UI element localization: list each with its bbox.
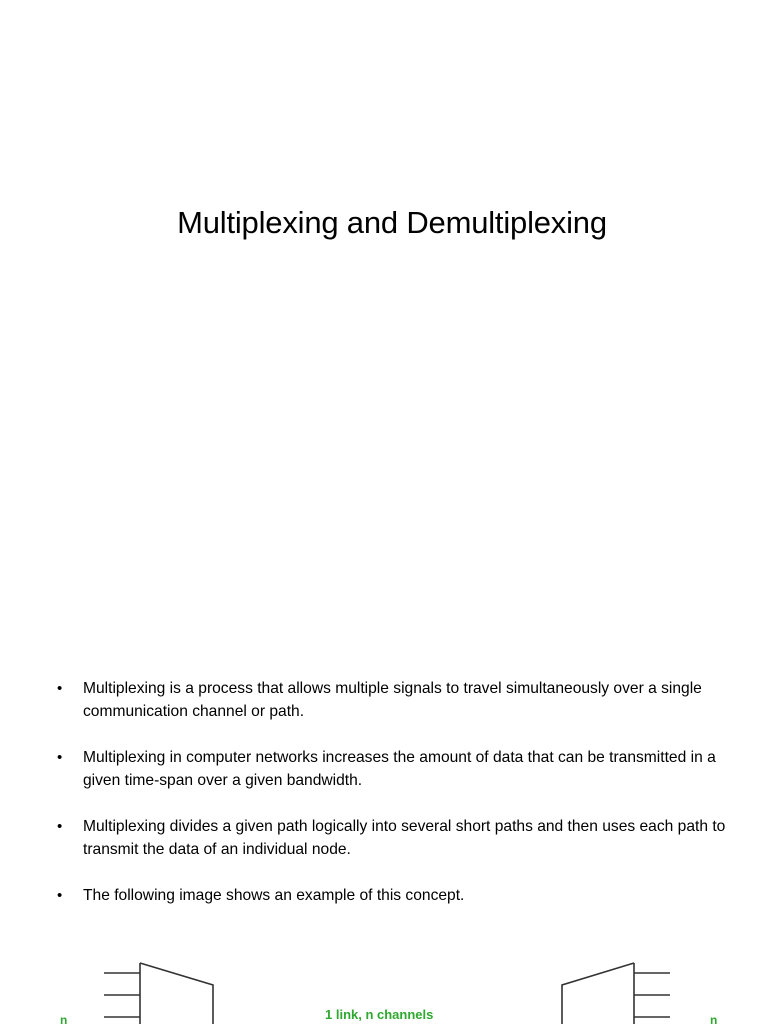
bullet-text: The following image shows an example of this concept. [83,887,465,904]
bullet-icon: • [57,680,63,697]
bullet-icon: • [57,887,63,904]
bullet-item [57,815,737,861]
bullet-text: Multiplexing in computer networks increases the amount of data that can be transmitted in a given time-span over a given bandwidth. [83,749,716,789]
input-count-label: n [60,1013,68,1027]
link-label: 1 link, n channels [325,1007,434,1022]
bullet-item [57,746,737,792]
bullet-icon: • [57,818,63,835]
bullet-item [57,884,737,907]
bullet-icon: • [57,749,63,766]
demultiplexer-shape [562,963,634,1024]
bullet-item [57,677,737,723]
bullet-list [57,677,737,907]
bullet-text: Multiplexing divides a given path logically into several short paths and then uses each path to transmit the data of an individual node. [83,818,726,858]
bullet-text: Multiplexing is a process that allows multiple signals to travel simultaneously over a single communication channel or path. [83,680,702,720]
output-count-label: n [710,1013,718,1027]
slide-title: Multiplexing and Demultiplexing [177,205,607,240]
multiplexer-shape [140,963,213,1024]
multiplexing-diagram [0,950,768,1027]
